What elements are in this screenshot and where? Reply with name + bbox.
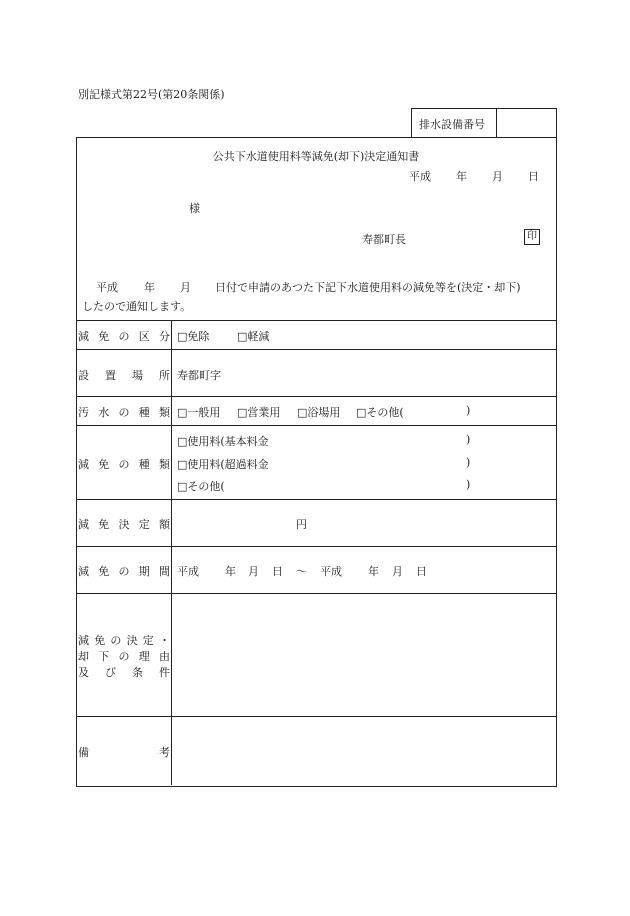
category-option-reduce[interactable]: □軽減 (237, 330, 270, 343)
addressee-suffix: 様 (189, 202, 200, 215)
remarks-field[interactable] (176, 721, 550, 781)
sewage-option-other-close: ) (466, 404, 471, 417)
notice-date-year: 年 (456, 170, 467, 183)
exemption-option-basic-close: ) (466, 433, 471, 446)
period-start-day: 日 (272, 565, 283, 578)
period-start-year: 年 (225, 565, 236, 578)
issuer-name: 寿都町長 (362, 233, 406, 246)
row-divider (76, 546, 556, 547)
sewage-option-general[interactable]: □一般用 (177, 406, 221, 419)
notice-date-month: 月 (492, 170, 503, 183)
remarks-label: 備 考 (78, 746, 170, 759)
category-option-exempt[interactable]: □免除 (177, 330, 210, 343)
reason-label-line3: 及 び 条 件 (78, 666, 170, 679)
row-divider (76, 716, 556, 717)
drain-number-field[interactable] (500, 114, 550, 132)
label-column-divider (171, 320, 172, 785)
body-text-line2: したので通知します。 (82, 300, 192, 313)
body-year: 年 (144, 281, 155, 294)
exemption-option-excess[interactable]: □使用料(超過料金 (177, 458, 269, 471)
form-reference: 別記様式第22号(第20条関係) (78, 88, 225, 101)
period-end-era: 平成 (320, 565, 342, 578)
period-end-month: 月 (392, 565, 403, 578)
sewage-option-bath[interactable]: □浴場用 (297, 406, 341, 419)
location-value[interactable]: 寿都町字 (177, 369, 221, 382)
amount-unit: 円 (296, 518, 307, 531)
drain-number-label: 排水設備番号 (419, 118, 485, 131)
sewage-type-label: 汚 水 の 種 類 (78, 406, 170, 419)
period-start-month: 月 (248, 565, 259, 578)
amount-label: 減 免 決 定 額 (78, 518, 170, 531)
seal-stamp: 印 (524, 229, 540, 245)
notice-title: 公共下水道使用料等減免(却下)決定通知書 (212, 150, 420, 163)
row-divider (76, 593, 556, 594)
period-end-year: 年 (368, 565, 379, 578)
exemption-option-other[interactable]: □その他( (177, 480, 225, 493)
period-end-day: 日 (416, 565, 427, 578)
row-divider (76, 349, 556, 350)
period-separator: 〜 (296, 565, 307, 578)
body-era: 平成 (96, 281, 118, 294)
sewage-option-business[interactable]: □営業用 (237, 406, 281, 419)
notice-date-era: 平成 (409, 170, 431, 183)
exemption-option-basic[interactable]: □使用料(基本料金 (177, 435, 269, 448)
row-divider (76, 320, 556, 321)
body-text-line1: 日付で申請のあつた下記下水道使用料の減免等を(決定・却下) (215, 281, 521, 294)
reason-label-line1: 減 免 の 決 定 ・ (78, 634, 170, 647)
sewage-option-other[interactable]: □その他( (356, 406, 404, 419)
drain-number-divider (496, 108, 497, 137)
row-divider (76, 425, 556, 426)
notice-date-day: 日 (528, 170, 539, 183)
row-divider (76, 499, 556, 500)
body-month: 月 (180, 281, 191, 294)
category-label: 減 免 の 区 分 (78, 330, 170, 343)
period-label: 減 免 の 期 間 (78, 565, 170, 578)
period-start-era: 平成 (177, 565, 199, 578)
row-divider (76, 396, 556, 397)
exemption-option-other-close: ) (466, 478, 471, 491)
reason-label-line2: 却 下 の 理 由 (78, 650, 170, 663)
location-label: 設 置 場 所 (78, 369, 170, 382)
exemption-type-label: 減 免 の 種 類 (78, 458, 170, 471)
reason-field[interactable] (176, 598, 550, 712)
exemption-option-excess-close: ) (466, 456, 471, 469)
